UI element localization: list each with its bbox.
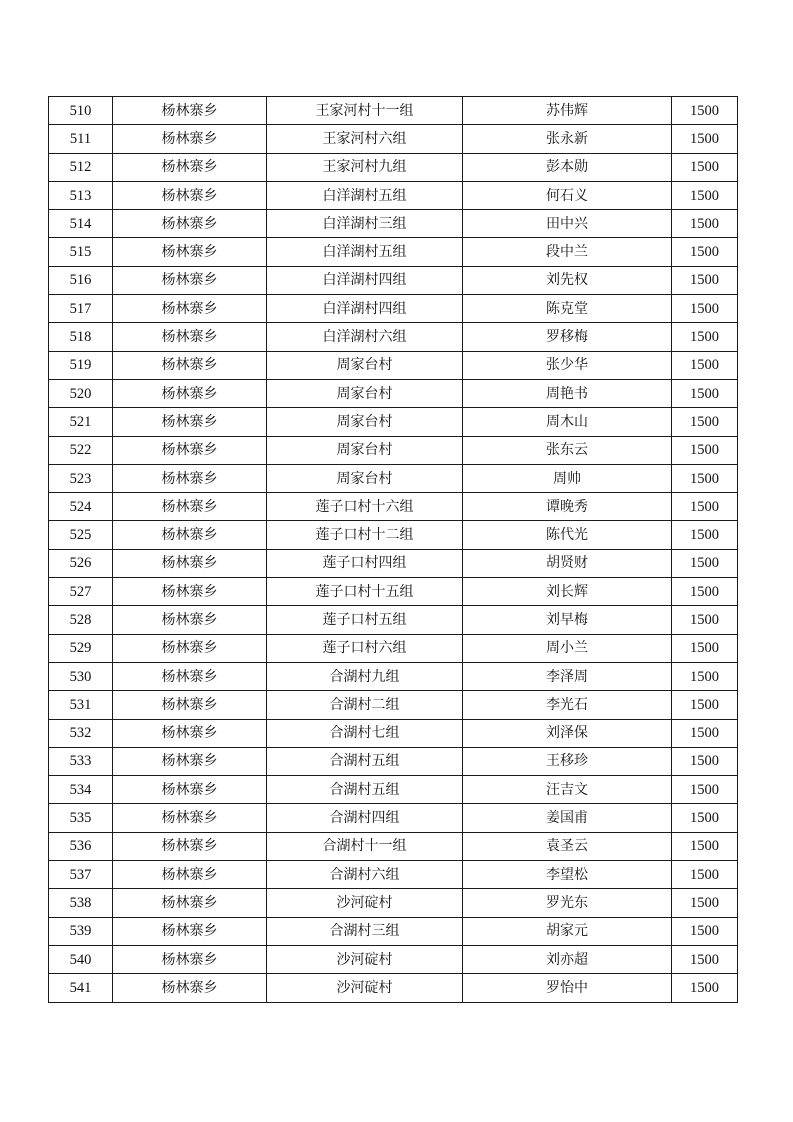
table-row: [49, 945, 738, 973]
cell-township: 杨林寨乡: [113, 379, 267, 407]
cell-township: 杨林寨乡: [113, 578, 267, 606]
table-row: [49, 97, 738, 125]
table-row: [49, 153, 738, 181]
cell-township: 杨林寨乡: [113, 549, 267, 577]
table-row: [49, 662, 738, 690]
cell-person-name: 李光石: [463, 691, 672, 719]
table-row: [49, 238, 738, 266]
roster-table: [48, 96, 738, 1003]
cell-township: 杨林寨乡: [113, 238, 267, 266]
cell-person-name: 陈代光: [463, 521, 672, 549]
cell-township: 杨林寨乡: [113, 861, 267, 889]
cell-township: 杨林寨乡: [113, 97, 267, 125]
cell-amount: 1500: [672, 861, 738, 889]
cell-amount: 1500: [672, 832, 738, 860]
cell-amount: 1500: [672, 747, 738, 775]
cell-amount: 1500: [672, 464, 738, 492]
cell-person-name: 周木山: [463, 408, 672, 436]
cell-person-name: 周小兰: [463, 634, 672, 662]
table-row: [49, 521, 738, 549]
cell-village-group: 合湖村五组: [267, 747, 463, 775]
table-row: [49, 351, 738, 379]
cell-amount: 1500: [672, 691, 738, 719]
cell-number: 537: [49, 861, 113, 889]
cell-person-name: 王移珍: [463, 747, 672, 775]
cell-number: 525: [49, 521, 113, 549]
table-row: [49, 917, 738, 945]
cell-township: 杨林寨乡: [113, 295, 267, 323]
cell-amount: 1500: [672, 662, 738, 690]
cell-number: 524: [49, 493, 113, 521]
cell-amount: 1500: [672, 210, 738, 238]
table-row: [49, 889, 738, 917]
cell-number: 516: [49, 266, 113, 294]
table-row: [49, 861, 738, 889]
cell-number: 515: [49, 238, 113, 266]
cell-person-name: 罗怡中: [463, 974, 672, 1002]
cell-village-group: 合湖村七组: [267, 719, 463, 747]
cell-number: 532: [49, 719, 113, 747]
cell-person-name: 刘早梅: [463, 606, 672, 634]
cell-township: 杨林寨乡: [113, 832, 267, 860]
cell-township: 杨林寨乡: [113, 323, 267, 351]
cell-number: 512: [49, 153, 113, 181]
cell-person-name: 汪吉文: [463, 776, 672, 804]
table-row: [49, 436, 738, 464]
cell-township: 杨林寨乡: [113, 945, 267, 973]
cell-amount: 1500: [672, 379, 738, 407]
cell-amount: 1500: [672, 408, 738, 436]
cell-village-group: 周家台村: [267, 436, 463, 464]
roster-table-body: [49, 97, 738, 1003]
cell-village-group: 合湖村四组: [267, 804, 463, 832]
cell-amount: 1500: [672, 776, 738, 804]
cell-township: 杨林寨乡: [113, 181, 267, 209]
cell-number: 533: [49, 747, 113, 775]
cell-person-name: 陈克堂: [463, 295, 672, 323]
table-row: [49, 181, 738, 209]
cell-person-name: 彭本勋: [463, 153, 672, 181]
cell-village-group: 周家台村: [267, 408, 463, 436]
cell-amount: 1500: [672, 917, 738, 945]
cell-township: 杨林寨乡: [113, 125, 267, 153]
cell-person-name: 罗移梅: [463, 323, 672, 351]
cell-village-group: 莲子口村十六组: [267, 493, 463, 521]
cell-person-name: 张少华: [463, 351, 672, 379]
cell-township: 杨林寨乡: [113, 464, 267, 492]
cell-village-group: 莲子口村十二组: [267, 521, 463, 549]
cell-number: 536: [49, 832, 113, 860]
cell-amount: 1500: [672, 266, 738, 294]
cell-village-group: 王家河村十一组: [267, 97, 463, 125]
cell-village-group: 白洋湖村五组: [267, 238, 463, 266]
cell-number: 530: [49, 662, 113, 690]
cell-village-group: 周家台村: [267, 379, 463, 407]
cell-amount: 1500: [672, 521, 738, 549]
cell-number: 511: [49, 125, 113, 153]
cell-number: 521: [49, 408, 113, 436]
cell-village-group: 白洋湖村三组: [267, 210, 463, 238]
cell-number: 541: [49, 974, 113, 1002]
cell-village-group: 合湖村五组: [267, 776, 463, 804]
cell-amount: 1500: [672, 238, 738, 266]
cell-village-group: 莲子口村四组: [267, 549, 463, 577]
table-row: [49, 776, 738, 804]
cell-person-name: 李泽周: [463, 662, 672, 690]
cell-number: 513: [49, 181, 113, 209]
table-row: [49, 210, 738, 238]
cell-person-name: 刘长辉: [463, 578, 672, 606]
cell-amount: 1500: [672, 634, 738, 662]
cell-amount: 1500: [672, 493, 738, 521]
cell-person-name: 苏伟辉: [463, 97, 672, 125]
cell-amount: 1500: [672, 125, 738, 153]
cell-number: 526: [49, 549, 113, 577]
cell-amount: 1500: [672, 323, 738, 351]
cell-township: 杨林寨乡: [113, 889, 267, 917]
cell-village-group: 合湖村三组: [267, 917, 463, 945]
cell-township: 杨林寨乡: [113, 266, 267, 294]
cell-person-name: 胡家元: [463, 917, 672, 945]
table-row: [49, 379, 738, 407]
table-row: [49, 578, 738, 606]
table-row: [49, 408, 738, 436]
cell-amount: 1500: [672, 606, 738, 634]
cell-village-group: 白洋湖村四组: [267, 295, 463, 323]
table-row: [49, 493, 738, 521]
cell-village-group: 白洋湖村五组: [267, 181, 463, 209]
cell-number: 514: [49, 210, 113, 238]
cell-person-name: 何石义: [463, 181, 672, 209]
table-row: [49, 266, 738, 294]
cell-amount: 1500: [672, 97, 738, 125]
table-row: [49, 691, 738, 719]
cell-township: 杨林寨乡: [113, 351, 267, 379]
cell-person-name: 姜国甫: [463, 804, 672, 832]
cell-number: 518: [49, 323, 113, 351]
cell-amount: 1500: [672, 153, 738, 181]
cell-village-group: 莲子口村六组: [267, 634, 463, 662]
cell-village-group: 合湖村九组: [267, 662, 463, 690]
cell-township: 杨林寨乡: [113, 634, 267, 662]
cell-township: 杨林寨乡: [113, 776, 267, 804]
cell-person-name: 张东云: [463, 436, 672, 464]
cell-person-name: 罗光东: [463, 889, 672, 917]
cell-village-group: 白洋湖村四组: [267, 266, 463, 294]
table-row: [49, 832, 738, 860]
cell-person-name: 李望松: [463, 861, 672, 889]
cell-number: 531: [49, 691, 113, 719]
table-row: [49, 464, 738, 492]
cell-village-group: 沙河碇村: [267, 889, 463, 917]
cell-township: 杨林寨乡: [113, 436, 267, 464]
cell-number: 534: [49, 776, 113, 804]
cell-person-name: 谭晚秀: [463, 493, 672, 521]
cell-amount: 1500: [672, 351, 738, 379]
cell-township: 杨林寨乡: [113, 153, 267, 181]
cell-township: 杨林寨乡: [113, 210, 267, 238]
table-row: [49, 295, 738, 323]
cell-number: 523: [49, 464, 113, 492]
cell-township: 杨林寨乡: [113, 493, 267, 521]
cell-village-group: 合湖村二组: [267, 691, 463, 719]
cell-person-name: 田中兴: [463, 210, 672, 238]
cell-number: 527: [49, 578, 113, 606]
cell-village-group: 周家台村: [267, 464, 463, 492]
table-row: [49, 634, 738, 662]
cell-number: 517: [49, 295, 113, 323]
cell-person-name: 刘泽保: [463, 719, 672, 747]
cell-number: 528: [49, 606, 113, 634]
cell-amount: 1500: [672, 549, 738, 577]
table-row: [49, 974, 738, 1002]
cell-amount: 1500: [672, 804, 738, 832]
cell-amount: 1500: [672, 436, 738, 464]
cell-person-name: 周艳书: [463, 379, 672, 407]
table-row: [49, 549, 738, 577]
cell-amount: 1500: [672, 719, 738, 747]
cell-person-name: 刘亦超: [463, 945, 672, 973]
cell-township: 杨林寨乡: [113, 662, 267, 690]
cell-amount: 1500: [672, 945, 738, 973]
cell-person-name: 胡贤财: [463, 549, 672, 577]
cell-township: 杨林寨乡: [113, 408, 267, 436]
cell-village-group: 合湖村六组: [267, 861, 463, 889]
cell-township: 杨林寨乡: [113, 606, 267, 634]
cell-person-name: 周帅: [463, 464, 672, 492]
table-row: [49, 606, 738, 634]
cell-number: 529: [49, 634, 113, 662]
cell-village-group: 莲子口村十五组: [267, 578, 463, 606]
cell-number: 519: [49, 351, 113, 379]
cell-number: 540: [49, 945, 113, 973]
cell-amount: 1500: [672, 974, 738, 1002]
table-row: [49, 125, 738, 153]
cell-township: 杨林寨乡: [113, 917, 267, 945]
cell-person-name: 张永新: [463, 125, 672, 153]
cell-village-group: 王家河村九组: [267, 153, 463, 181]
cell-amount: 1500: [672, 578, 738, 606]
cell-village-group: 周家台村: [267, 351, 463, 379]
table-row: [49, 804, 738, 832]
cell-village-group: 王家河村六组: [267, 125, 463, 153]
cell-village-group: 合湖村十一组: [267, 832, 463, 860]
table-row: [49, 323, 738, 351]
cell-person-name: 袁圣云: [463, 832, 672, 860]
cell-township: 杨林寨乡: [113, 804, 267, 832]
cell-number: 520: [49, 379, 113, 407]
cell-number: 538: [49, 889, 113, 917]
cell-number: 535: [49, 804, 113, 832]
cell-number: 522: [49, 436, 113, 464]
cell-person-name: 段中兰: [463, 238, 672, 266]
cell-amount: 1500: [672, 889, 738, 917]
cell-village-group: 沙河碇村: [267, 974, 463, 1002]
cell-number: 539: [49, 917, 113, 945]
cell-person-name: 刘先权: [463, 266, 672, 294]
table-row: [49, 747, 738, 775]
cell-village-group: 沙河碇村: [267, 945, 463, 973]
cell-number: 510: [49, 97, 113, 125]
table-row: [49, 719, 738, 747]
cell-village-group: 白洋湖村六组: [267, 323, 463, 351]
cell-township: 杨林寨乡: [113, 719, 267, 747]
cell-township: 杨林寨乡: [113, 521, 267, 549]
cell-township: 杨林寨乡: [113, 974, 267, 1002]
cell-village-group: 莲子口村五组: [267, 606, 463, 634]
cell-township: 杨林寨乡: [113, 747, 267, 775]
cell-amount: 1500: [672, 181, 738, 209]
cell-amount: 1500: [672, 295, 738, 323]
cell-township: 杨林寨乡: [113, 691, 267, 719]
